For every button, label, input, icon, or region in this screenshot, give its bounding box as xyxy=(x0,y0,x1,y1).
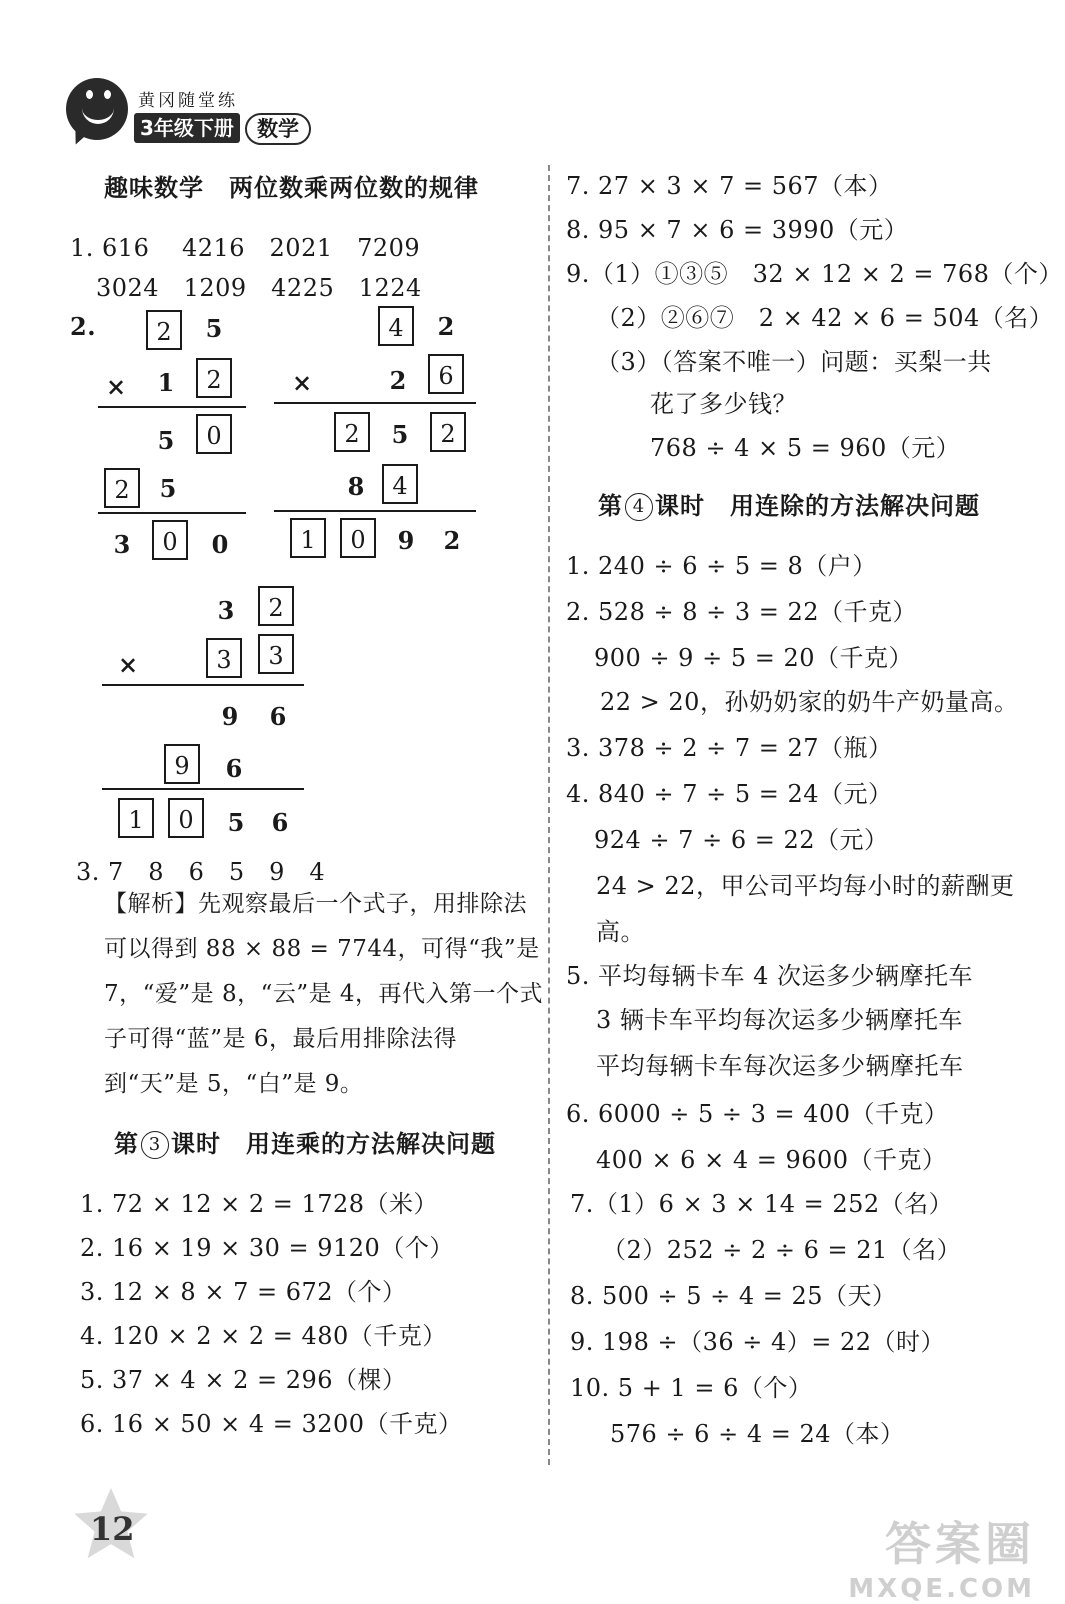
s2-item: 3. 12 × 8 × 7 = 672（个） xyxy=(80,1278,407,1306)
right-line: 3 辆卡车平均每次运多少辆摩托车 xyxy=(596,1006,963,1034)
right-line: 924 ÷ 7 ÷ 6 = 22（元） xyxy=(594,826,889,854)
digit: 0 xyxy=(211,530,229,559)
right-line: 7.（1）6 × 3 × 14 = 252（名） xyxy=(570,1190,954,1218)
times-sign: × xyxy=(106,372,127,401)
q1-line2: 3024 1209 4225 1224 xyxy=(96,274,422,302)
s2-item: 4. 120 × 2 × 2 = 480（千克） xyxy=(80,1322,447,1350)
box-digit: 2 xyxy=(146,310,182,350)
box-digit: 4 xyxy=(378,306,414,346)
section-title-lesson-3 xyxy=(114,1124,496,1159)
q1-line1: 1. 616 4216 2021 7209 xyxy=(70,234,421,262)
section-prefix: 第 xyxy=(114,1129,139,1158)
box-digit: 0 xyxy=(168,798,204,838)
grade-label: 3年级下册 xyxy=(134,113,240,143)
digit: 6 xyxy=(225,754,243,783)
column-divider xyxy=(548,165,550,1465)
rule-line xyxy=(102,788,304,790)
s2-item: 5. 37 × 4 × 2 = 296（棵） xyxy=(80,1366,407,1394)
section-suffix: 课时 用连除的方法解决问题 xyxy=(655,491,980,520)
right-line: 平均每辆卡车每次运多少辆摩托车 xyxy=(596,1052,964,1080)
right-line: 9.（1）①③⑤ 32 × 12 × 2 = 768（个） xyxy=(566,260,1063,288)
digit: 5 xyxy=(227,808,245,837)
box-digit: 2 xyxy=(334,412,370,452)
brand-name: 黄冈随堂练 xyxy=(138,91,238,111)
digit: 9 xyxy=(397,526,415,555)
right-line: 900 ÷ 9 ÷ 5 = 20（千克） xyxy=(594,644,913,672)
watermark-logo: 答案圈 xyxy=(885,1517,1035,1571)
box-digit: 3 xyxy=(258,634,294,674)
digit: 8 xyxy=(347,472,365,501)
right-line: 1. 240 ÷ 6 ÷ 5 = 8（户） xyxy=(566,552,877,580)
right-line: 6. 6000 ÷ 5 ÷ 3 = 400（千克） xyxy=(566,1100,949,1128)
right-line: 22 > 20，孙奶奶家的奶牛产奶量高。 xyxy=(600,688,1019,716)
digit: 5 xyxy=(157,426,175,455)
box-digit: 2 xyxy=(430,412,466,452)
rule-line xyxy=(102,684,304,686)
box-digit: 0 xyxy=(152,520,188,560)
digit: 6 xyxy=(269,702,287,731)
box-digit: 4 xyxy=(382,464,418,504)
right-line: 7. 27 × 3 × 7 = 567（本） xyxy=(566,172,893,200)
q3-answer: 3. 7 8 6 5 9 4 xyxy=(76,858,326,886)
s2-item: 2. 16 × 19 × 30 = 9120（个） xyxy=(80,1234,454,1262)
digit: 6 xyxy=(271,808,289,837)
box-digit: 0 xyxy=(340,518,376,558)
box-digit: 3 xyxy=(206,638,242,678)
times-sign: × xyxy=(118,650,139,679)
right-line: （2）②⑥⑦ 2 × 42 × 6 = 504（名） xyxy=(596,304,1054,332)
digit: 1 xyxy=(157,368,175,397)
section-title-lesson-4 xyxy=(598,486,980,521)
box-digit: 0 xyxy=(196,414,232,454)
digit: 2 xyxy=(437,312,455,341)
lesson-number-circle: 3 xyxy=(141,1131,169,1159)
page-number: 12 xyxy=(90,1510,135,1548)
q2-label: 2. xyxy=(70,312,97,341)
right-line: 24 > 22，甲公司平均每小时的薪酬更 xyxy=(596,872,1015,900)
right-line: 768 ÷ 4 × 5 = 960（元） xyxy=(650,434,961,462)
right-line: （3）（答案不唯一）问题：买梨一共 xyxy=(596,348,992,376)
digit: 2 xyxy=(443,526,461,555)
right-line: 5. 平均每辆卡车 4 次运多少辆摩托车 xyxy=(566,962,974,990)
box-digit: 9 xyxy=(164,744,200,784)
digit: 3 xyxy=(113,530,131,559)
box-digit: 6 xyxy=(428,354,464,394)
rule-line xyxy=(98,406,246,408)
digit: 5 xyxy=(391,420,409,449)
rule-line xyxy=(274,402,476,404)
section-suffix: 课时 用连乘的方法解决问题 xyxy=(171,1129,496,1158)
digit: 5 xyxy=(159,474,177,503)
watermark xyxy=(848,1508,1035,1604)
section-title-fun-math: 趣味数学 两位数乘两位数的规律 xyxy=(104,173,479,202)
right-line: 9. 198 ÷（36 ÷ 4）= 22（时） xyxy=(570,1328,946,1356)
box-digit: 1 xyxy=(118,798,154,838)
right-line: 4. 840 ÷ 7 ÷ 5 = 24（元） xyxy=(566,780,893,808)
right-line: 8. 500 ÷ 5 ÷ 4 = 25（天） xyxy=(570,1282,897,1310)
rule-line xyxy=(274,510,476,512)
rule-line xyxy=(98,512,246,514)
subject-label: 数学 xyxy=(245,113,311,145)
right-line: 3. 378 ÷ 2 ÷ 7 = 27（瓶） xyxy=(566,734,893,762)
right-line: 2. 528 ÷ 8 ÷ 3 = 22（千克） xyxy=(566,598,918,626)
right-line: 400 × 6 × 4 = 9600（千克） xyxy=(596,1146,947,1174)
digit: 2 xyxy=(389,366,407,395)
digit: 9 xyxy=(221,702,239,731)
right-line: 8. 95 × 7 × 6 = 3990（元） xyxy=(566,216,909,244)
right-line: 高。 xyxy=(596,918,645,946)
s2-item: 1. 72 × 12 × 2 = 1728（米） xyxy=(80,1190,439,1218)
right-line: 花了多少钱？ xyxy=(650,390,797,418)
right-line: 576 ÷ 6 ÷ 4 = 24（本） xyxy=(610,1420,905,1448)
s2-item: 6. 16 × 50 × 4 = 3200（千克） xyxy=(80,1410,463,1438)
watermark-url: MXQE.COM xyxy=(848,1574,1035,1604)
box-digit: 1 xyxy=(290,518,326,558)
box-digit: 2 xyxy=(258,586,294,626)
digit: 3 xyxy=(217,596,235,625)
lesson-number-circle: 4 xyxy=(625,493,653,521)
section-prefix: 第 xyxy=(598,491,623,520)
box-digit: 2 xyxy=(196,358,232,398)
times-sign: × xyxy=(292,368,313,397)
box-digit: 2 xyxy=(104,468,140,508)
q3-analysis: 【解析】先观察最后一个式子，用排除法可以得到 88 × 88 = 7744，可得“我”是 7，“爱”是 8，“云”是 4，再代入第一个式子可得“蓝”是 6，最后用排除法得到“天”是 5，“白”是 9。 xyxy=(104,891,544,1097)
right-line: 10. 5 + 1 = 6（个） xyxy=(570,1374,813,1402)
right-line: （2）252 ÷ 2 ÷ 6 = 21（名） xyxy=(602,1236,962,1264)
digit: 5 xyxy=(205,314,223,343)
